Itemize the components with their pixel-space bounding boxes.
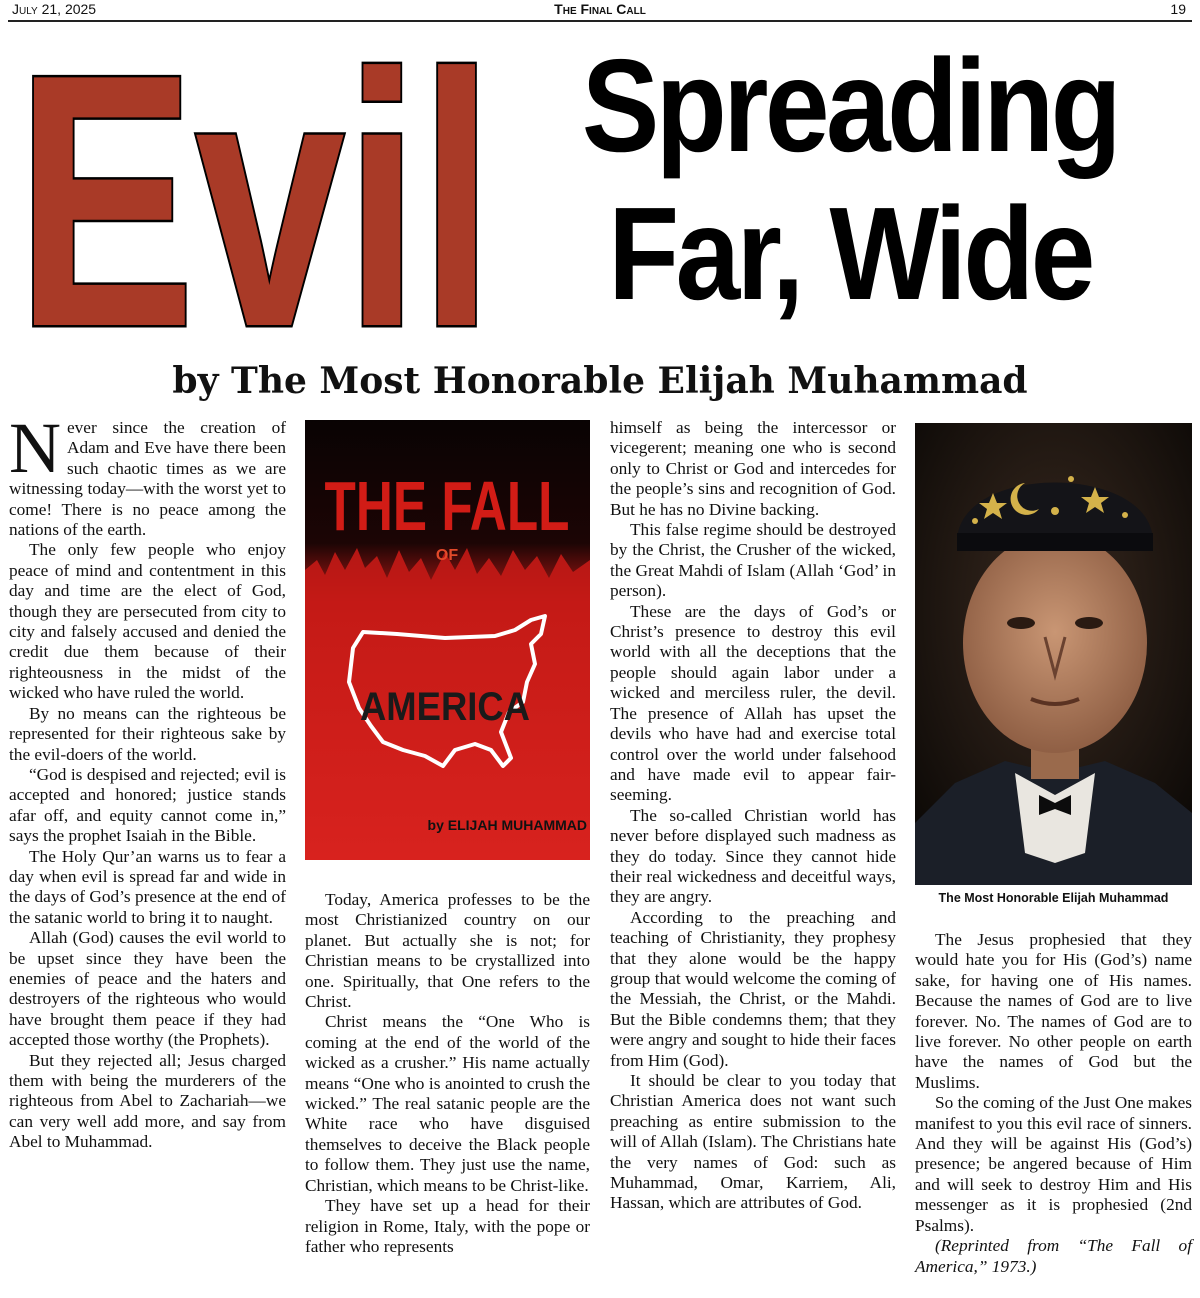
- paragraph: Never since the creation of Adam and Eve have there been such chaotic times as we are witnessing today—with the worst yet to come! There is no peace among the nations of the earth.: [9, 408, 286, 540]
- article-column-2: [305, 890, 590, 1257]
- paragraph: So the coming of the Just One makes manifest to you this evil race of sinners. And they will be against His (God’s) presence; be angered because of Him and will seek to destroy Him and His messenger as it is prophesied (2nd Psalms).: [915, 1093, 1192, 1235]
- paragraph: Allah (God) causes the evil world to be upset since they have been the enemies of peace and the haters and destroyers of the righteous who would have brought them peace if they had accepted those worthy (the Prophets).: [9, 928, 286, 1050]
- headline-evil: [8, 38, 503, 330]
- article-column-3: [610, 418, 896, 1214]
- headline-far-wide: Far, Wide: [608, 180, 1092, 327]
- paragraph: The only few people who enjoy peace of mind and contentment in this day and time are the elect of God, though they are persecuted from city to city and falsely accused and denied the credit due them because of their righteousness in the midst of the wicked who have ruled the world.: [9, 540, 286, 703]
- svg-text:by ELIJAH MUHAMMAD: by ELIJAH MUHAMMAD: [427, 817, 587, 833]
- book-cover-image: [305, 420, 590, 860]
- paragraph: But they rejected all; Jesus charged them with being the murderers of the righteous from Abel to Zachariah—we can very well add more, and say from Abel to Muhammad.: [9, 1050, 286, 1152]
- article-column-4: [915, 930, 1192, 1277]
- paragraph: These are the days of God’s or Christ’s presence to destroy this evil world with all the deceptions that the people should again labor under a wicked and merciless ruler, the devil. The presence of Allah has upset the devils who have had and exercise total control over the world under falsehood and have made evil to appear fair-seeming.: [610, 601, 896, 805]
- byline: by The Most Honorable Elijah Muhammad: [172, 360, 1028, 402]
- reprint-note: (Reprinted from “The Fall of America,” 1973.): [915, 1236, 1192, 1276]
- issue-date: July 21, 2025: [12, 1, 97, 17]
- portrait-photo: [915, 423, 1192, 885]
- paragraph: The Jesus prophesied that they would hate you for His (God’s) name sake, for having one of His names. Because the names of God are to live forever. No. The names of God are to live forever. No other people on earth have the names of God but the Muslims.: [915, 930, 1192, 1092]
- svg-text:OF: OF: [435, 547, 459, 564]
- page-header: [8, 0, 1192, 22]
- paragraph: The so-called Christian world has never before displayed such madness as they do today. Since they cannot hide their real wickedness and deceitful ways, they are angry.: [610, 805, 896, 907]
- paragraph: Today, America professes to be the most Christianized country on our planet. But actually she is not; for Christian means to be crystallized into one. Spiritually, that One refers to the Christ.: [305, 890, 590, 1012]
- drop-cap: N: [9, 408, 61, 488]
- publication-name: The Final Call: [554, 1, 646, 17]
- paragraph: According to the preaching and teaching of Christianity, they prophesy that they alone would be the happy group that would welcome the coming of the Messiah, the Christ, or the Mahdi. But the Bible condemns them; that they were angry and sought to hide their faces from Him (God).: [610, 907, 896, 1070]
- paragraph: himself as being the intercessor or vicegerent; meaning one who is second only to Christ or God and intercedes for the people’s sins and recognition of God. But he has no Divine backing.: [610, 418, 896, 519]
- paragraph: They have set up a head for their religion in Rome, Italy, with the pope or father who represents: [305, 1196, 590, 1256]
- page-number: 19: [1170, 1, 1186, 17]
- svg-text:AMERICA: AMERICA: [360, 685, 530, 729]
- paragraph: It should be clear to you today that Christian America does not want such preaching as entire submission to the will of Allah (Islam). The Christians hate the very names of God: such as Muhammad, Omar, Karriem, Ali, Hassan, which are attributes of God.: [610, 1071, 896, 1213]
- paragraph: The Holy Qur’an warns us to fear a day when evil is spread far and wide in the days of God’s presence at the end of the satanic world to bring it to naught.: [9, 846, 286, 927]
- article-column-1: [9, 408, 286, 1153]
- paragraph: By no means can the righteous be represented for their righteous sake by the evil-doers of the world.: [9, 703, 286, 764]
- paragraph: This false regime should be destroyed by the Christ, the Crusher of the wicked, the Great Mahdi of Islam (Allah ‘God’ in person).: [610, 520, 896, 601]
- svg-text:THE FALL: THE FALL: [324, 467, 570, 545]
- svg-text:Evil: Evil: [16, 38, 494, 330]
- headline-spreading: Spreading: [581, 32, 1119, 179]
- photo-caption: The Most Honorable Elijah Muhammad: [938, 891, 1169, 905]
- paragraph: Christ means the “One Who is coming at the end of the world of the wicked as a crusher.” His name actually means “One who is anointed to crush the wicked.” The real satanic people are the White race who have disguised themselves to deceive the Black people to follow them. They just use the name, Christian, which means to be Christ-like.: [305, 1012, 590, 1195]
- paragraph: “God is despised and rejected; evil is accepted and honored; justice stands afar off, and equity cannot come in,” says the prophet Isaiah in the Bible.: [9, 764, 286, 846]
